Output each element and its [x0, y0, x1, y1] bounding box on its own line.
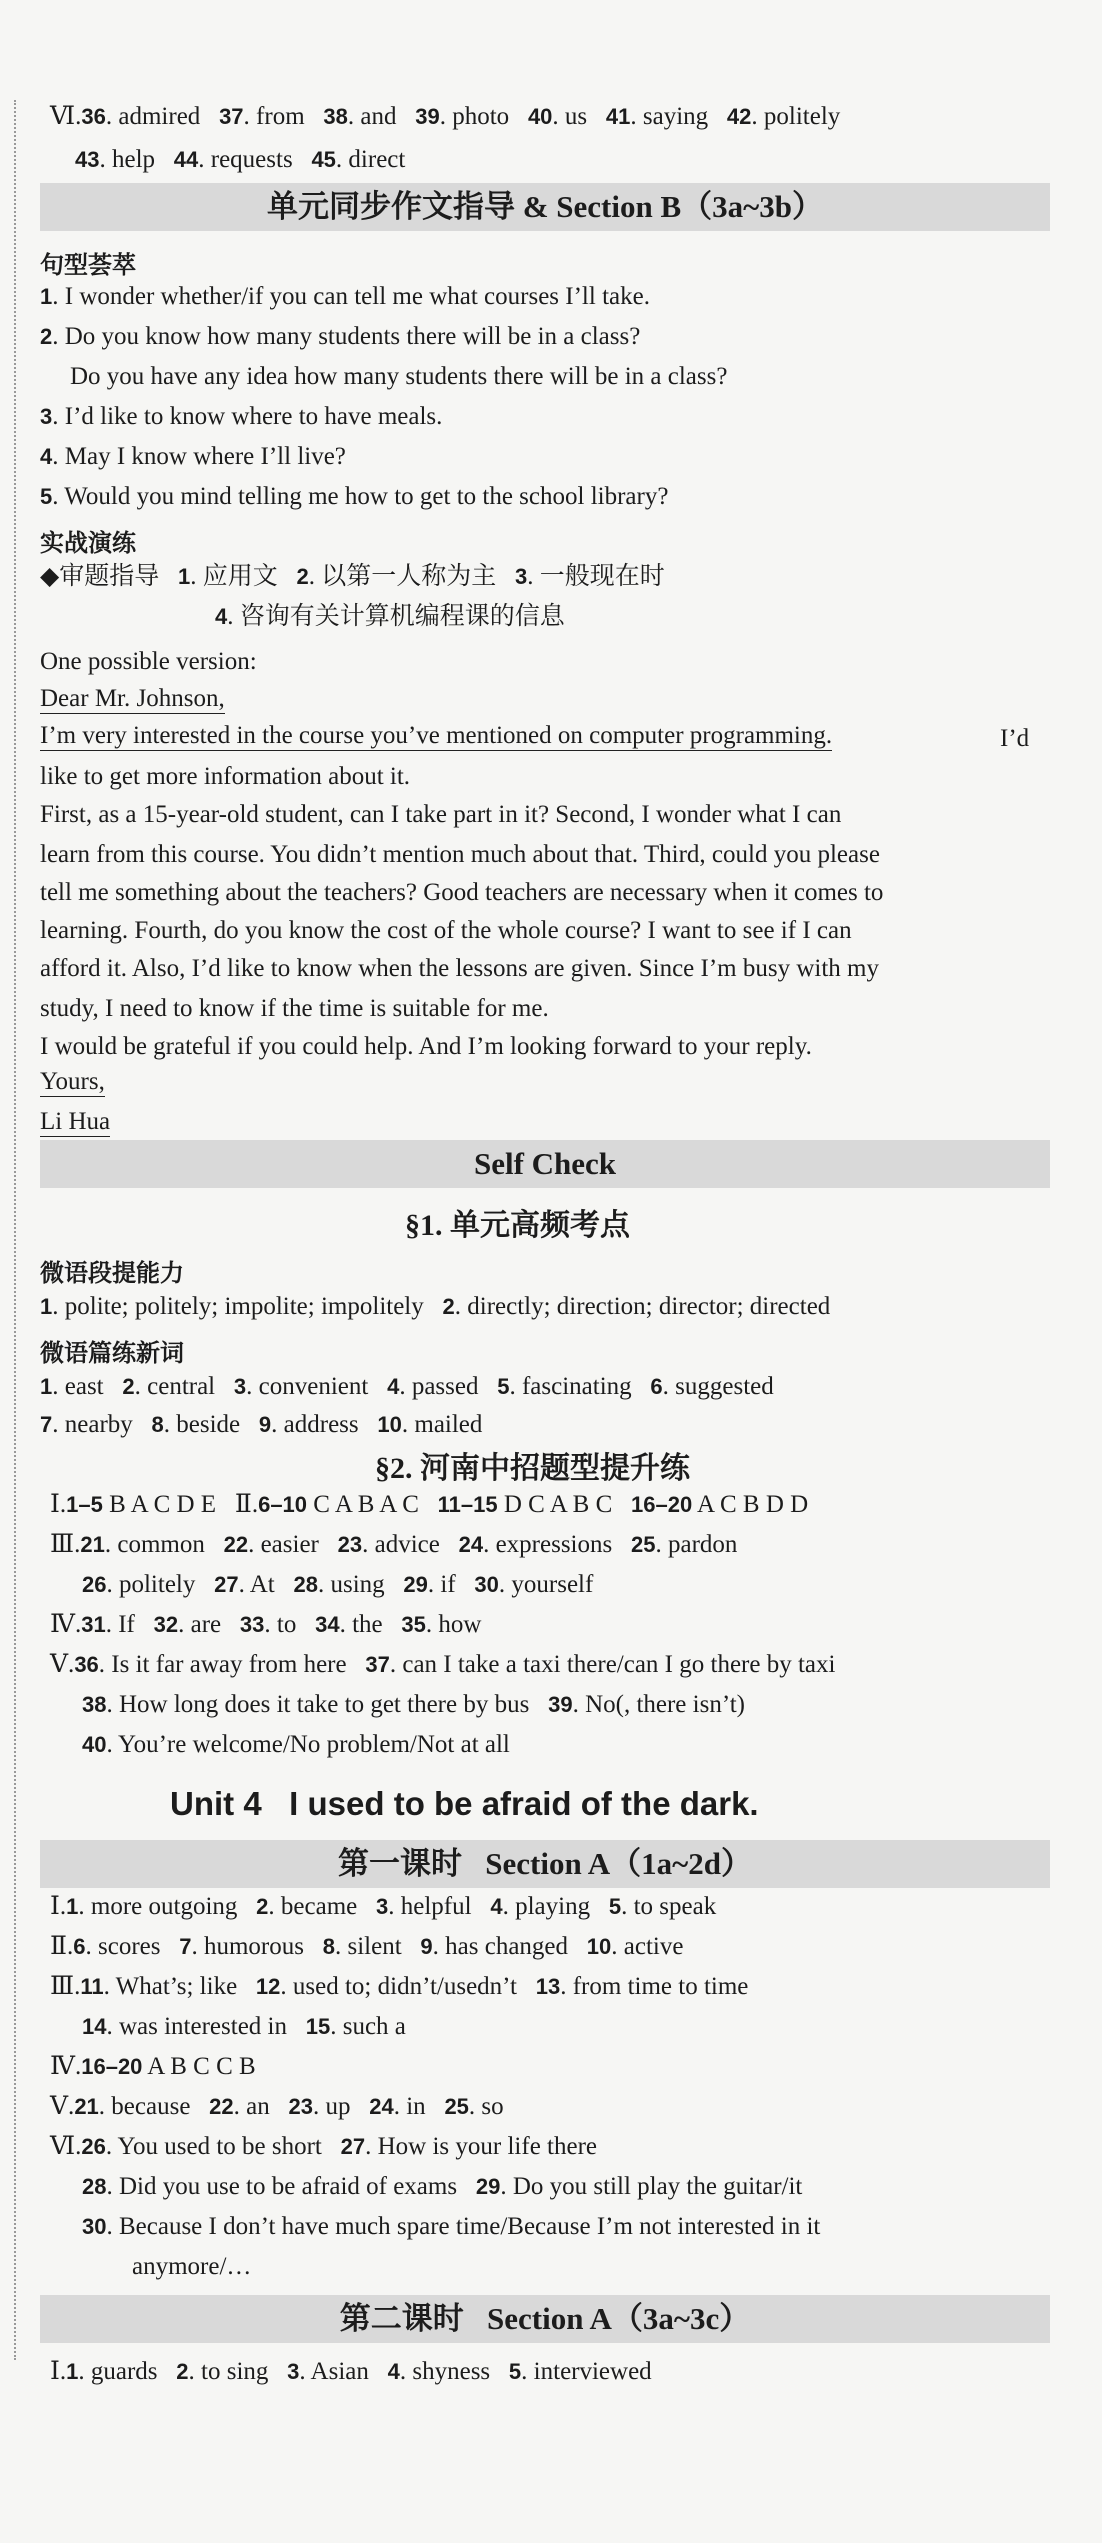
section-header: 第二课时 Section A（3a~3c） — [40, 2295, 1050, 2343]
answer-line: Ⅴ.21. because 22. an 23. up 24. in 25. so — [50, 2093, 504, 2120]
letter-underlined-line: Li Hua — [40, 1108, 111, 1135]
category-label: 实战演练 — [40, 529, 136, 557]
answer-line: Do you have any idea how many students there will be in a class? — [70, 363, 728, 390]
answer-line: Ⅰ.1. guards 2. to sing 3. Asian 4. shyness 5. interviewed — [50, 2358, 652, 2385]
answer-line: Ⅲ.21. common 22. easier 23. advice 24. expressions 25. pardon — [50, 1531, 738, 1558]
answer-line: 38. How long does it take to get there by bus 39. No(, there isn’t) — [82, 1691, 745, 1718]
answer-line: I’d — [1000, 725, 1030, 752]
answer-line: ◆审题指导 1. 应用文 2. 以第一人称为主 3. 一般现在时 — [40, 563, 665, 590]
answer-line: 26. politely 27. At 28. using 29. if 30. yourself — [82, 1571, 594, 1598]
answer-line: learning. Fourth, do you know the cost of the whole course? I want to see if I can — [40, 917, 852, 944]
answer-line: 4. 咨询有关计算机编程课的信息 — [215, 603, 565, 630]
answer-line: Ⅵ.36. admired 37. from 38. and 39. photo 40. us 41. saying 42. politely — [50, 103, 841, 130]
letter-underlined-line: I’m very interested in the course you’ve mentioned on computer programming. — [40, 722, 833, 749]
answer-line: tell me something about the teachers? Good teachers are necessary when it comes to — [40, 879, 884, 906]
answer-line: anymore/… — [132, 2253, 252, 2280]
answer-line: Ⅲ.11. What’s; like 12. used to; didn’t/usedn’t 13. from time to time — [50, 1973, 749, 2000]
answer-line: 4. May I know where I’ll live? — [40, 443, 346, 470]
answer-line: Ⅰ.1. more outgoing 2. became 3. helpful 4. playing 5. to speak — [50, 1893, 717, 1920]
answer-line: 14. was interested in 15. such a — [82, 2013, 406, 2040]
answer-line: 28. Did you use to be afraid of exams 29. Do you still play the guitar/it — [82, 2173, 803, 2200]
answer-line: 3. I’d like to know where to have meals. — [40, 403, 443, 430]
answer-line: 5. Would you mind telling me how to get to the school library? — [40, 483, 669, 510]
answer-line: One possible version: — [40, 648, 257, 675]
answer-line: I would be grateful if you could help. And I’m looking forward to your reply. — [40, 1033, 812, 1060]
answer-line: Ⅱ.6. scores 7. humorous 8. silent 9. has changed 10. active — [50, 1933, 684, 1960]
section-header: Self Check — [40, 1140, 1050, 1188]
category-label: 微语篇练新词 — [40, 1339, 184, 1367]
answer-line: Ⅰ.1–5 B A C D E Ⅱ.6–10 C A B A C 11–15 D C A B C 16–20 A C B D D — [50, 1491, 809, 1518]
answer-line: 2. Do you know how many students there will be in a class? — [40, 323, 641, 350]
answer-line: 40. You’re welcome/No problem/Not at all — [82, 1731, 510, 1758]
answer-line: Ⅴ.36. Is it far away from here 37. can I take a taxi there/can I go there by taxi — [50, 1651, 836, 1678]
answer-line: study, I need to know if the time is suitable for me. — [40, 995, 549, 1022]
answer-line: Ⅵ.26. You used to be short 27. How is your life there — [50, 2133, 598, 2160]
answer-line: 1. polite; politely; impolite; impolitely 2. directly; direction; director; directed — [40, 1293, 831, 1320]
category-label: 句型荟萃 — [40, 251, 136, 279]
answer-line: 43. help 44. requests 45. direct — [75, 146, 406, 173]
sub-heading: §2. 河南中招题型提升练 — [375, 1452, 690, 1485]
answer-line: afford it. Also, I’d like to know when the lessons are given. Since I’m busy with my — [40, 955, 879, 982]
answer-line: 1. east 2. central 3. convenient 4. passed 5. fascinating 6. suggested — [40, 1373, 774, 1400]
answer-line: 7. nearby 8. beside 9. address 10. mailed — [40, 1411, 483, 1438]
answer-line: Ⅳ.16–20 A B C C B — [50, 2053, 256, 2080]
answer-line: like to get more information about it. — [40, 763, 411, 790]
section-header: 第一课时 Section A（1a~2d） — [40, 1840, 1050, 1888]
category-label: 微语段提能力 — [40, 1259, 184, 1287]
sub-heading: §1. 单元高频考点 — [405, 1209, 630, 1242]
answer-line: learn from this course. You didn’t mention much about that. Third, could you please — [40, 841, 880, 868]
answer-line: Ⅳ.31. If 32. are 33. to 34. the 35. how — [50, 1611, 482, 1638]
answer-line: 1. I wonder whether/if you can tell me what courses I’ll take. — [40, 283, 650, 310]
margin-dotted-line — [14, 100, 16, 2360]
unit-title: Unit 4 I used to be afraid of the dark. — [170, 1785, 759, 1822]
letter-underlined-line: Dear Mr. Johnson, — [40, 685, 225, 712]
letter-underlined-line: Yours, — [40, 1068, 105, 1095]
answer-line: 30. Because I don’t have much spare time/Because I’m not interested in it — [82, 2213, 821, 2240]
answer-line: First, as a 15-year-old student, can I take part in it? Second, I wonder what I can — [40, 801, 842, 828]
section-header: 单元同步作文指导 & Section B（3a~3b） — [40, 183, 1050, 231]
